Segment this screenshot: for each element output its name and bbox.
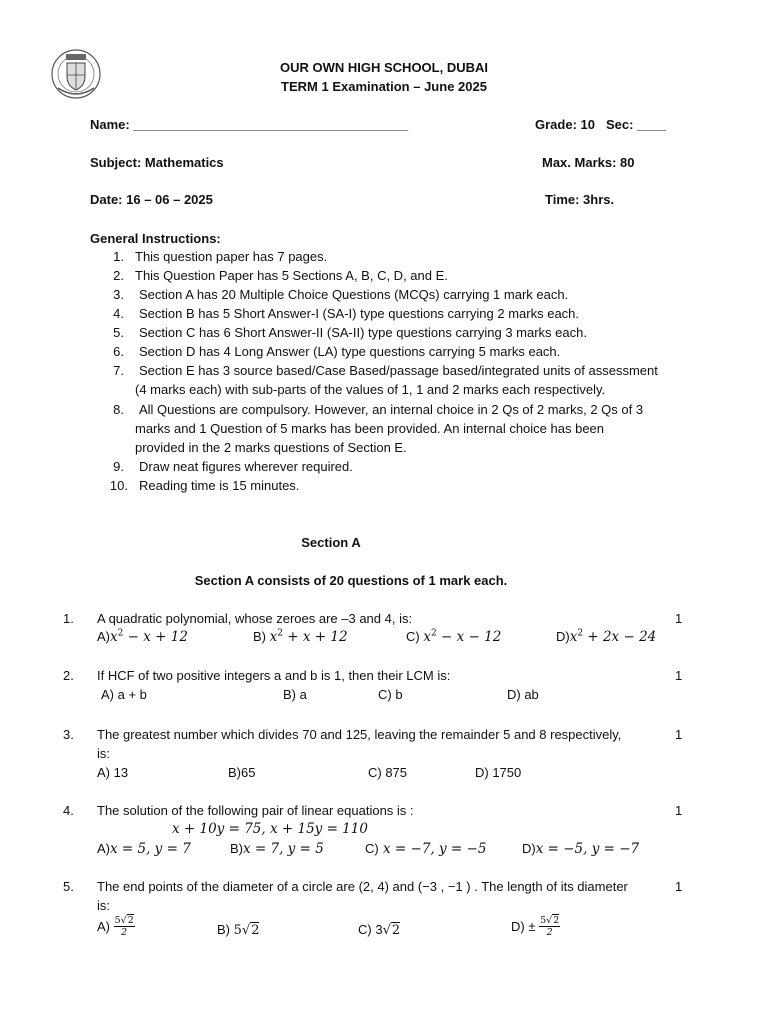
instruction-number: 6. (113, 344, 124, 359)
question-number: 2. (63, 668, 74, 683)
question-text: The greatest number which divides 70 and 125, leaving the remainder 5 and 8 respectively, (97, 727, 622, 742)
equation-pair: x + 10y = 75, x + 15y = 110 (172, 821, 368, 837)
option-b: B) 5√2 (217, 922, 260, 938)
option-b: B)x = 7, y = 5 (230, 841, 324, 857)
instruction-text: Section B has 5 Short Answer-I (SA-I) type questions carrying 2 marks each. (139, 306, 580, 321)
instruction-number: 3. (113, 287, 124, 302)
instruction-text: This question paper has 7 pages. (135, 249, 328, 264)
question-marks: 1 (675, 611, 683, 626)
option-c: C) b (378, 687, 403, 702)
instruction-text-continued: marks and 1 Question of 5 marks has been provided. An internal choice has been (135, 421, 605, 436)
option-c: C) x = −7, y = −5 (365, 841, 487, 857)
question-marks: 1 (675, 727, 683, 742)
instruction-text: Section E has 3 source based/Case Based/passage based/integrated units of assessment (139, 363, 658, 378)
max-marks-label: Max. Marks: 80 (542, 155, 635, 170)
instruction-number: 9. (113, 459, 124, 474)
question-number: 1. (63, 611, 74, 626)
question-text: A quadratic polynomial, whose zeroes are –3 and 4, is: (97, 611, 413, 626)
question-number: 5. (63, 879, 74, 894)
option-d: D) 1750 (475, 765, 522, 780)
question-marks: 1 (675, 803, 683, 818)
instruction-text: This Question Paper has 5 Sections A, B, C, D, and E. (135, 268, 448, 283)
section-field-label: Sec: ____ (606, 117, 666, 132)
instruction-number: 1. (113, 249, 124, 264)
instruction-text: Reading time is 15 minutes. (139, 478, 300, 493)
instruction-number: 7. (113, 363, 124, 378)
option-a: A)x = 5, y = 7 (97, 841, 191, 857)
question-text: The end points of the diameter of a circle are (2, 4) and (−3 , −1 ) . The length of its diameter (97, 879, 628, 894)
instruction-number: 10. (109, 478, 128, 493)
option-a: A) $\frac{5√2}{2}$ (97, 915, 134, 938)
instruction-text: Draw neat figures wherever required. (139, 459, 353, 474)
option-b: B)65 (228, 765, 256, 780)
instruction-number: 8. (113, 402, 124, 417)
instruction-number: 4. (113, 306, 124, 321)
option-d: D)x = −5, y = −7 (522, 841, 640, 857)
instruction-number: 5. (113, 325, 124, 340)
grade-label: Grade: 10 (535, 117, 595, 132)
option-d: $D)x^2 + 2x - 24$ (556, 628, 657, 645)
option-d: D) ab (507, 687, 539, 702)
question-marks: 1 (675, 879, 683, 894)
instruction-text: Section C has 6 Short Answer-II (SA-II) type questions carrying 3 marks each. (139, 325, 587, 340)
option-a: A) a + b (101, 687, 147, 702)
option-b: B) $x^2 + x + 12$ (253, 628, 348, 645)
option-c: C) 875 (368, 765, 408, 780)
exam-title: TERM 1 Examination – June 2025 (281, 79, 487, 94)
instruction-text-continued: (4 marks each) with sub-parts of the values of 1, 1 and 2 marks each respectively. (135, 382, 606, 397)
option-d: D) ± $\frac{5√2}{2}$ (511, 915, 560, 938)
instruction-text: Section D has 4 Long Answer (LA) type questions carrying 5 marks each. (139, 344, 561, 359)
question-text: The solution of the following pair of linear equations is : (97, 803, 414, 818)
option-c: C) $x^2 - x - 12$ (406, 628, 502, 645)
question-number: 3. (63, 727, 74, 742)
option-a: A) 13 (97, 765, 129, 780)
instruction-text: Section A has 20 Multiple Choice Questions (MCQs) carrying 1 mark each. (139, 287, 569, 302)
option-a: $A)x^2 - x + 12$ (97, 628, 188, 645)
section-title: Section A (301, 535, 361, 550)
instructions-heading: General Instructions: (90, 231, 221, 246)
instruction-number: 2. (113, 268, 124, 283)
instruction-text-continued: provided in the 2 marks questions of Section E. (135, 440, 407, 455)
time-label: Time: 3hrs. (545, 192, 615, 207)
option-c: C) 3√2 (358, 922, 401, 938)
section-subtitle: Section A consists of 20 questions of 1 mark each. (194, 573, 508, 588)
school-name: OUR OWN HIGH SCHOOL, DUBAI (280, 60, 488, 75)
date-label: Date: 16 – 06 – 2025 (90, 192, 213, 207)
instruction-text: All Questions are compulsory. However, an internal choice in 2 Qs of 2 marks, 2 Qs of 3 (139, 402, 644, 417)
name-field-label: Name: ______________________________________ (90, 117, 409, 132)
question-number: 4. (63, 803, 74, 818)
option-b: B) a (283, 687, 307, 702)
subject-label: Subject: Mathematics (90, 155, 224, 170)
question-text-continued: is: (97, 746, 110, 761)
question-text: If HCF of two positive integers a and b is 1, then their LCM is: (97, 668, 451, 683)
question-text-continued: is: (97, 898, 110, 913)
question-marks: 1 (675, 668, 683, 683)
